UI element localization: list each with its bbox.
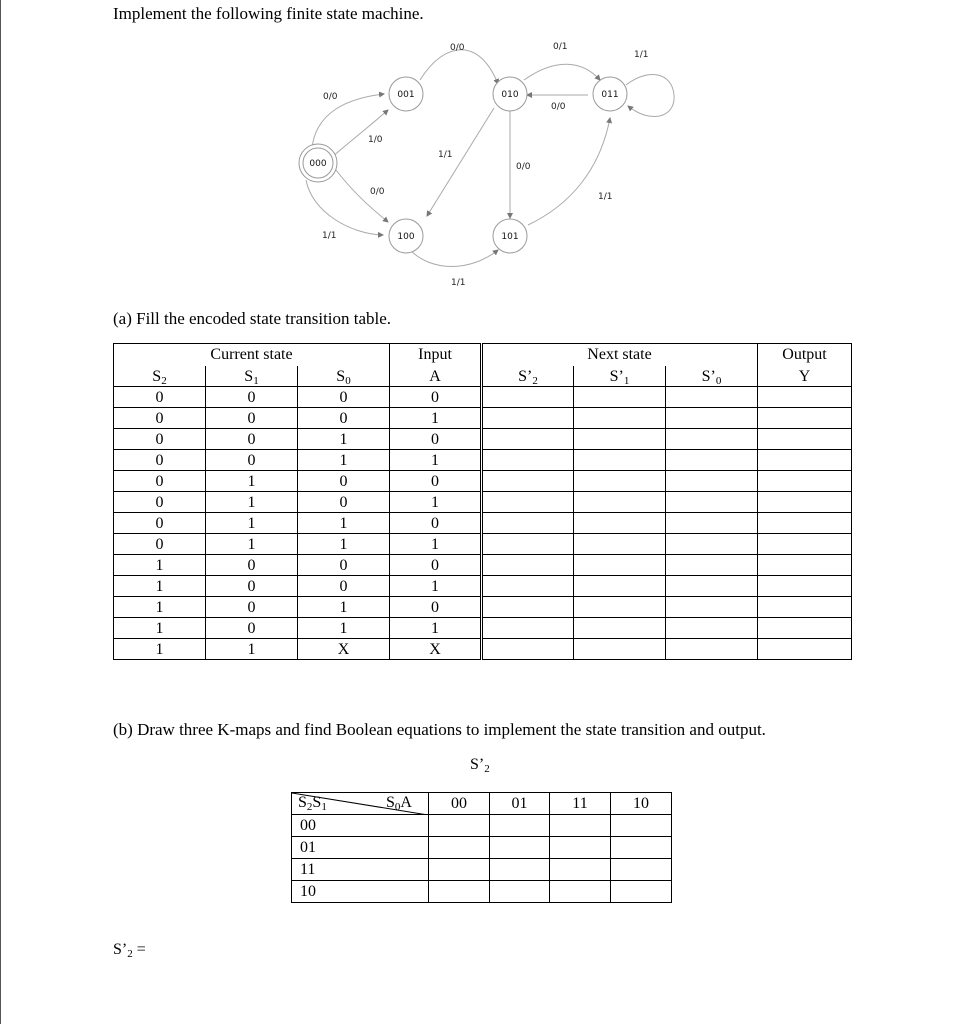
kmap-cell[interactable]: [429, 815, 490, 837]
kmap-cell[interactable]: [429, 859, 490, 881]
blank-answer-cell[interactable]: [574, 639, 666, 660]
table-row: [114, 639, 852, 660]
edge-label: 0/0: [370, 187, 385, 197]
part-a-instruction: (a) Fill the encoded state transition table.: [113, 309, 392, 328]
blank-answer-cell[interactable]: [666, 471, 758, 492]
edge-010-011: [524, 64, 600, 80]
col-header-s1: $S_1$: [206, 366, 298, 387]
table-row: [114, 429, 852, 450]
edge-001-010: [420, 50, 498, 84]
table-cell: 1: [390, 450, 482, 471]
table-cell: 0: [390, 387, 482, 408]
table-cell: 0: [206, 387, 298, 408]
col-header-next-s1: $S’_1$: [574, 366, 666, 387]
blank-answer-cell[interactable]: [666, 576, 758, 597]
table-cell: X: [390, 639, 482, 660]
edge-label: 1/1: [598, 192, 613, 202]
kmap-col-header: 01: [490, 793, 550, 815]
table-cell: 0: [298, 408, 390, 429]
blank-answer-cell[interactable]: [758, 408, 852, 429]
edge-label: 1/1: [634, 50, 649, 60]
group-header-output: Output: [758, 344, 852, 367]
table-cell: 0: [298, 387, 390, 408]
table-column-header-row: [114, 366, 852, 387]
blank-answer-cell[interactable]: [482, 618, 574, 639]
table-cell: 0: [114, 429, 206, 450]
table-cell: 0: [298, 576, 390, 597]
table-cell: 1: [298, 597, 390, 618]
kmap-row-variables: $S_2S_1$: [298, 794, 327, 813]
table-cell: 1: [114, 576, 206, 597]
table-cell: 1: [114, 597, 206, 618]
col-header-a: A: [390, 366, 482, 387]
blank-answer-cell[interactable]: [666, 429, 758, 450]
edge-101-011: [528, 118, 613, 225]
kmap-row-header: 10: [292, 881, 429, 903]
kmap-cell[interactable]: [611, 837, 672, 859]
table-cell: 0: [390, 513, 482, 534]
table-cell: 0: [114, 534, 206, 555]
kmap-cell[interactable]: [490, 881, 550, 903]
table-cell: 1: [298, 534, 390, 555]
table-cell: 1: [298, 513, 390, 534]
edge-010-100: [427, 108, 494, 216]
table-cell: 0: [114, 408, 206, 429]
blank-answer-cell[interactable]: [482, 639, 574, 660]
table-cell: 1: [390, 492, 482, 513]
blank-answer-cell[interactable]: [482, 408, 574, 429]
kmap-row-header: 01: [292, 837, 429, 859]
table-cell: 0: [114, 387, 206, 408]
table-row: [114, 534, 852, 555]
blank-answer-cell[interactable]: [666, 639, 758, 660]
kmap-row-header: 11: [292, 859, 429, 881]
table-group-header-row: [114, 344, 852, 367]
table-cell: 1: [298, 450, 390, 471]
blank-answer-cell[interactable]: [758, 387, 852, 408]
table-cell: 1: [206, 471, 298, 492]
blank-answer-cell[interactable]: [758, 576, 852, 597]
blank-answer-cell[interactable]: [574, 429, 666, 450]
state-label-011: 011: [601, 90, 619, 100]
table-cell: 1: [298, 429, 390, 450]
col-header-y: Y: [758, 366, 852, 387]
kmap-col-header: 00: [429, 793, 490, 815]
blank-answer-cell[interactable]: [482, 555, 574, 576]
blank-answer-cell[interactable]: [758, 597, 852, 618]
table-cell: 1: [114, 618, 206, 639]
blank-answer-cell[interactable]: [574, 618, 666, 639]
table-cell: 1: [390, 576, 482, 597]
blank-answer-cell[interactable]: [758, 513, 852, 534]
blank-answer-cell[interactable]: [666, 408, 758, 429]
table-cell: 0: [298, 471, 390, 492]
blank-answer-cell[interactable]: [758, 429, 852, 450]
kmap-cell[interactable]: [550, 815, 611, 837]
col-header-s2: $S_2$: [114, 366, 206, 387]
table-cell: 0: [206, 429, 298, 450]
kmap-row: [292, 881, 672, 903]
table-row: [114, 387, 852, 408]
table-cell: 1: [206, 534, 298, 555]
col-header-next-s2: $S’_2$: [482, 366, 574, 387]
state-label-000: 000: [309, 159, 327, 169]
table-cell: 0: [114, 492, 206, 513]
blank-answer-cell[interactable]: [574, 450, 666, 471]
table-cell: 0: [298, 492, 390, 513]
blank-answer-cell[interactable]: [666, 618, 758, 639]
blank-answer-cell[interactable]: [758, 450, 852, 471]
state-label-001: 001: [397, 90, 415, 100]
kmap-cell[interactable]: [490, 837, 550, 859]
table-cell: 0: [206, 408, 298, 429]
blank-answer-cell[interactable]: [482, 450, 574, 471]
blank-answer-cell[interactable]: [574, 408, 666, 429]
table-cell: 1: [298, 618, 390, 639]
blank-answer-cell[interactable]: [666, 492, 758, 513]
blank-answer-cell[interactable]: [666, 534, 758, 555]
edge-label: 1/1: [438, 150, 453, 160]
blank-answer-cell[interactable]: [758, 639, 852, 660]
blank-answer-cell[interactable]: [666, 555, 758, 576]
kmap-col-header: 11: [550, 793, 611, 815]
blank-answer-cell[interactable]: [482, 534, 574, 555]
group-header-current: Current state: [206, 344, 298, 367]
state-transition-table: [113, 343, 852, 660]
table-row: [114, 555, 852, 576]
kmap-row-header: 00: [292, 815, 429, 837]
table-cell: 0: [114, 450, 206, 471]
blank-answer-cell[interactable]: [482, 387, 574, 408]
kmap-cell[interactable]: [611, 815, 672, 837]
kmap-cell[interactable]: [490, 859, 550, 881]
edge-label: 0/1: [553, 42, 568, 52]
blank-answer-cell[interactable]: [574, 387, 666, 408]
edge-label: 0/0: [323, 92, 338, 102]
kmap-title: $S’_2$: [470, 756, 490, 775]
kmap-corner: [292, 793, 429, 815]
table-row: [114, 492, 852, 513]
blank-answer-cell[interactable]: [482, 513, 574, 534]
table-cell: 1: [114, 555, 206, 576]
group-header-input: Input: [390, 344, 482, 367]
table-cell: 0: [114, 471, 206, 492]
table-row: [114, 450, 852, 471]
blank-answer-cell[interactable]: [758, 618, 852, 639]
kmap-table: [291, 792, 672, 903]
table-cell: 0: [390, 429, 482, 450]
blank-answer-cell[interactable]: [758, 555, 852, 576]
edge-label: 1/1: [322, 231, 337, 241]
kmap-cell[interactable]: [429, 837, 490, 859]
kmap-cell[interactable]: [550, 837, 611, 859]
blank-answer-cell[interactable]: [574, 534, 666, 555]
part-b-instruction: (b) Draw three K-maps and find Boolean equations to implement the state transition and output.: [113, 720, 766, 739]
table-cell: 1: [390, 618, 482, 639]
blank-answer-cell[interactable]: [666, 450, 758, 471]
blank-answer-cell[interactable]: [482, 429, 574, 450]
blank-answer-cell[interactable]: [482, 576, 574, 597]
kmap-cell[interactable]: [550, 859, 611, 881]
table-row: [114, 618, 852, 639]
edge-label: 1/0: [368, 135, 383, 145]
table-cell: 0: [114, 513, 206, 534]
col-header-next-s0: $S’_0$: [666, 366, 758, 387]
blank-answer-cell[interactable]: [666, 387, 758, 408]
state-label-010: 010: [501, 90, 519, 100]
blank-answer-cell[interactable]: [574, 576, 666, 597]
table-row: [114, 408, 852, 429]
kmap-row: [292, 837, 672, 859]
table-cell: 1: [206, 639, 298, 660]
table-cell: 1: [390, 534, 482, 555]
table-cell: 0: [390, 555, 482, 576]
state-label-101: 101: [501, 232, 519, 242]
edge-000-001-inner: [332, 110, 388, 157]
table-cell: 1: [206, 513, 298, 534]
kmap-cell[interactable]: [550, 881, 611, 903]
table-row: [114, 471, 852, 492]
table-cell: 0: [390, 471, 482, 492]
blank-answer-cell[interactable]: [758, 534, 852, 555]
kmap-col-variables: $S_0A$: [386, 794, 412, 813]
kmap-row: [292, 859, 672, 881]
blank-answer-cell[interactable]: [758, 492, 852, 513]
table-cell: 0: [206, 450, 298, 471]
kmap-cell[interactable]: [429, 881, 490, 903]
problem-heading: Implement the following finite state machine.: [113, 4, 424, 23]
blank-answer-cell[interactable]: [574, 492, 666, 513]
table-cell: 1: [206, 492, 298, 513]
state-label-100: 100: [397, 232, 415, 242]
table-cell: 1: [114, 639, 206, 660]
kmap-cell[interactable]: [611, 881, 672, 903]
kmap-col-header: 10: [611, 793, 672, 815]
kmap-cell[interactable]: [490, 815, 550, 837]
table-cell: 0: [206, 597, 298, 618]
table-cell: 0: [206, 618, 298, 639]
edge-label: 1/1: [451, 278, 466, 288]
equation-s2: $S’_2$ =: [113, 941, 146, 960]
table-cell: X: [298, 639, 390, 660]
table-cell: 0: [390, 597, 482, 618]
table-cell: 1: [390, 408, 482, 429]
edge-011-self: [626, 75, 674, 117]
blank-answer-cell[interactable]: [574, 471, 666, 492]
edge-label: 0/0: [551, 102, 566, 112]
kmap-cell[interactable]: [611, 859, 672, 881]
table-cell: 0: [206, 576, 298, 597]
blank-answer-cell[interactable]: [574, 555, 666, 576]
blank-answer-cell[interactable]: [482, 471, 574, 492]
table-body: [114, 387, 852, 660]
blank-answer-cell[interactable]: [482, 492, 574, 513]
blank-answer-cell[interactable]: [574, 513, 666, 534]
edge-label: 0/0: [450, 43, 465, 53]
table-row: [114, 597, 852, 618]
blank-answer-cell[interactable]: [574, 597, 666, 618]
kmap-body: [292, 815, 672, 903]
edge-label: 0/0: [516, 162, 531, 172]
kmap-row: [292, 815, 672, 837]
table-cell: 0: [206, 555, 298, 576]
fsm-diagram: [0, 0, 958, 300]
blank-answer-cell[interactable]: [666, 597, 758, 618]
edge-100-101: [410, 250, 498, 267]
table-row: [114, 576, 852, 597]
group-header-next: Next state: [574, 344, 666, 367]
kmap-header-row: [292, 793, 672, 815]
blank-answer-cell[interactable]: [482, 597, 574, 618]
blank-answer-cell[interactable]: [758, 471, 852, 492]
table-row: [114, 513, 852, 534]
blank-answer-cell[interactable]: [666, 513, 758, 534]
table-cell: 0: [298, 555, 390, 576]
col-header-s0: $S_0$: [298, 366, 390, 387]
